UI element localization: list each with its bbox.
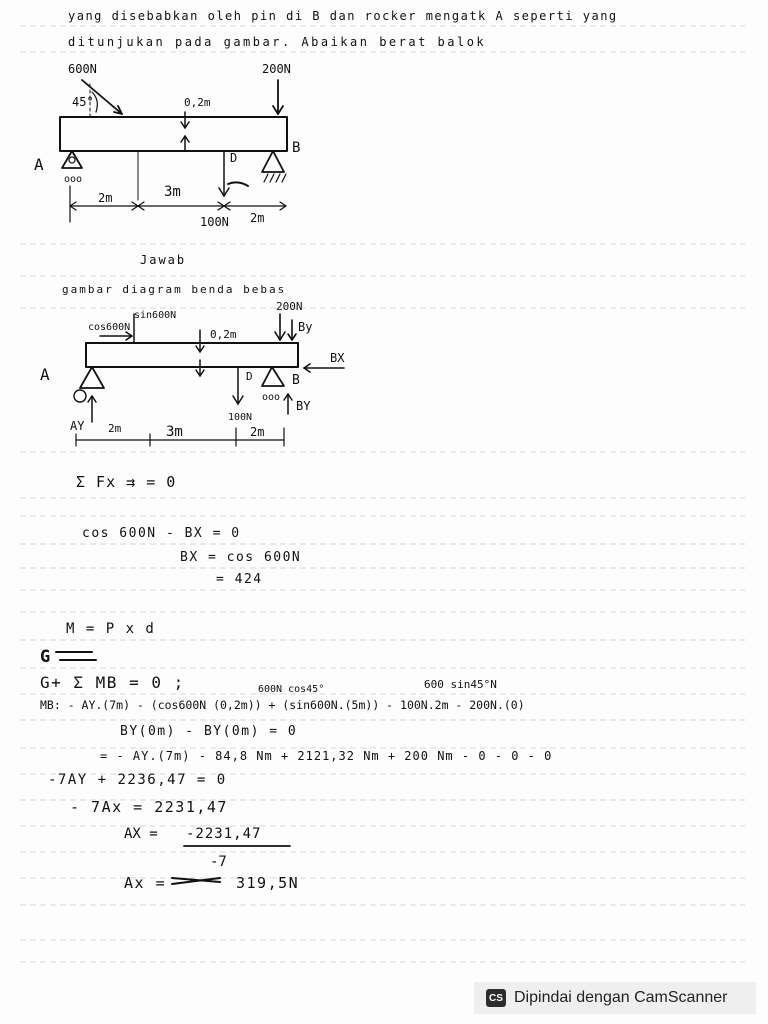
mb-line-1: MB: - AY.(7m) - (cos600N (0,2m)) + (sin600N.(5m)) - 100N.2m - 200N.(0) (40, 698, 525, 712)
cos-label: cos600N (88, 322, 131, 333)
frac-denominator: -7 (210, 854, 227, 870)
scribble-g: G (40, 647, 51, 667)
scribble-strike (56, 652, 96, 660)
eq-2: BX = cos 600N (180, 550, 302, 565)
by-top: By (298, 320, 313, 334)
support-a (62, 151, 82, 168)
ruled-lines (20, 26, 745, 962)
mb-line-3: = - AY.(7m) - 84,8 Nm + 2121,32 Nm + 200 Nm - 0 - 0 - 0 (100, 749, 553, 763)
ax-result: 319,5N (236, 874, 300, 892)
dim-mid-2: 3m (166, 424, 183, 440)
dim-right-2: 2m (250, 425, 265, 439)
camscanner-logo-icon: CS (486, 989, 506, 1007)
ax-prefix-1: AX = (124, 826, 158, 842)
bx-label: BX (330, 351, 345, 365)
crossed-out-value (172, 878, 220, 884)
dim-left-2: 2m (108, 422, 122, 435)
point-a-2: A (40, 365, 50, 384)
sum-fx: Σ Fx ⇉ = 0 (76, 473, 177, 491)
point-b-1: B (292, 140, 301, 156)
load-right-2: 200N (276, 300, 303, 313)
beam-label-1: 0,2m (184, 96, 211, 109)
rollers-b: ooo (262, 392, 281, 403)
angle-label: 45° (72, 95, 94, 109)
fbd-caption: gambar diagram benda bebas (62, 283, 287, 296)
beam-2 (86, 343, 298, 367)
intro-line-1: yang disebabkan oleh pin di B dan rocker mengatk A seperti yang (68, 9, 618, 23)
equations (40, 473, 552, 892)
support-b (262, 151, 284, 172)
ax-prefix: Ax = (124, 874, 167, 892)
mb-line-4: -7AY + 2236,47 = 0 (48, 772, 227, 788)
scribble-d (228, 182, 248, 186)
load-d-label-1: 100N (200, 215, 229, 229)
beam-label-2: 0,2m (210, 328, 237, 341)
ay-label: AY (70, 419, 85, 433)
sin-label: sin600N (134, 310, 177, 321)
footer-text: Dipindai dengan CamScanner (514, 989, 728, 1006)
support-b-2 (262, 367, 284, 386)
beam-diagram-1 (34, 62, 300, 229)
dim-mid-1: 3m (164, 184, 181, 200)
eq-3: = 424 (216, 572, 263, 587)
beam-1 (60, 117, 287, 151)
point-d-1: D (230, 151, 238, 165)
load-d-label-2: 100N (228, 412, 253, 423)
mb-line-5: - 7Ax = 2231,47 (70, 798, 228, 816)
note-cos: 600N cos45° (258, 684, 325, 695)
support-a-2 (80, 367, 104, 388)
free-body-diagram (40, 300, 345, 446)
point-b-2: B (292, 373, 300, 388)
point-a-1: A (34, 155, 44, 174)
dim-left-1: 2m (98, 191, 113, 205)
load-left-label: 600N (68, 62, 97, 76)
intro-line-2: ditunjukan pada gambar. Abaikan berat balok (68, 35, 487, 49)
eq-1: cos 600N - BX = 0 (82, 526, 241, 541)
dim-right-1: 2m (250, 211, 265, 225)
point-d-2: D (246, 370, 253, 383)
moment-def: M = P x d (66, 621, 156, 637)
mb-line-2: BY(0m) - BY(0m) = 0 (120, 724, 298, 739)
jawab-label: Jawab (140, 253, 187, 267)
rollers-a: ooo (64, 174, 83, 185)
frac-numerator: -2231,47 (186, 826, 262, 842)
sum-mb: G+ Σ MB = 0 ; (40, 673, 185, 692)
load-right-label: 200N (262, 62, 291, 76)
camscanner-footer (474, 982, 756, 1014)
by-bottom: BY (296, 399, 311, 413)
note-sin: 600 sin45°N (424, 678, 497, 691)
